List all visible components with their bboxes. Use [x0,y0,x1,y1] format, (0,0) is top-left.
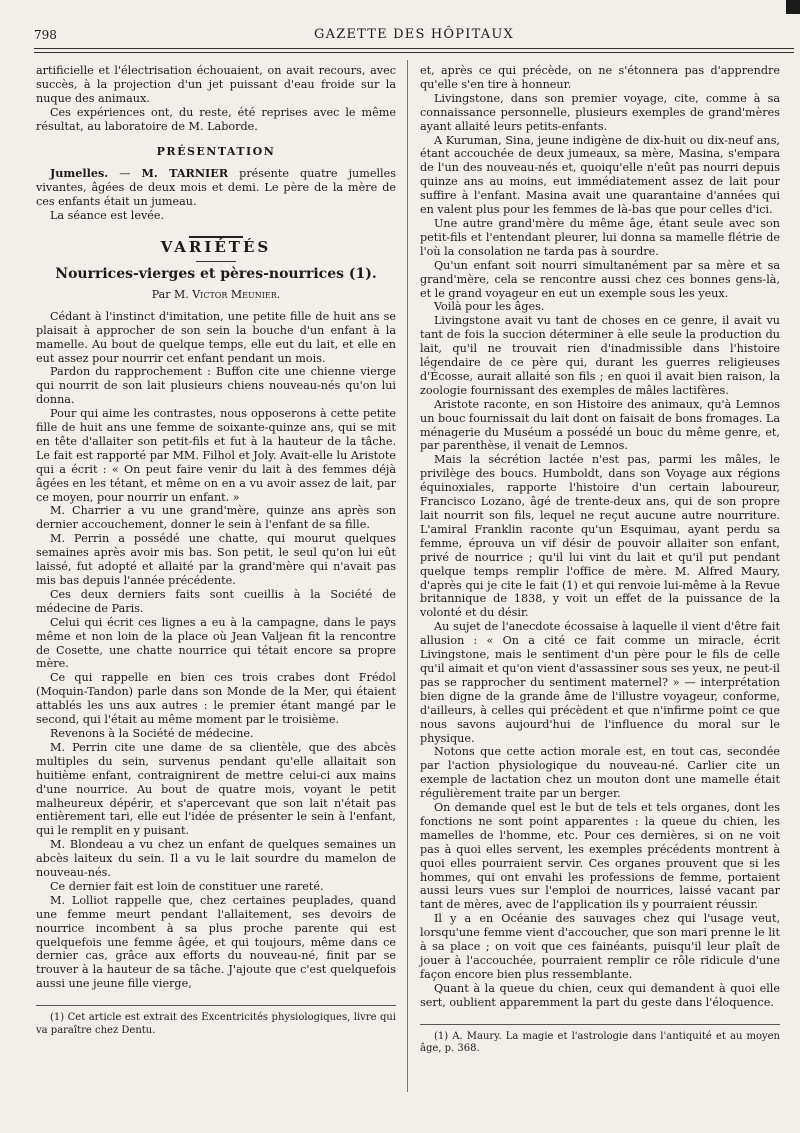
paragraph: et, après ce qui précède, on ne s'étonnera pas d'apprendre qu'elle s'en tire à honneur. [420,64,780,91]
paragraph: La séance est levée. [50,209,165,223]
paragraph: Livingstone avait vu tant de choses en ce genre, il avait vu tant de fois la succion déterminer à elle seule la production du lait, qu'il ne trouvait rien d'inadmissible dans l'histoire légendaire de ce père qui, durant les guerres religieuses d'Écosse, aurait allaité son fils ; en quoi il avait bien raison, la zoologie fournissant des exemples de mâles lactifères. [420,314,780,397]
footnote: (1) Cet article est extrait des Excentricités physiologiques, livre qui va paraître chez Dentu. [36,1012,396,1036]
page-corner-mark [786,0,800,14]
paragraph: Pour qui aime les contrastes, nous opposerons à cette petite fille de huit ans une femme de soixante-quinze ans, qui se mit en tête d'allaiter son petit-fils et fut à la hauteur de la tâche. Le fait est rapporté par MM. Filhol et Joly. Avait-elle lu Aristote qui a écrit : « On peut faire venir du lait à des femmes déjà âgées en les tétant, et même on en a vu avoir assez de lait, par ce moyen, pour nourrir un enfant. » [36,407,396,504]
paragraph: artificielle et l'électrisation échouaient, on avait recours, avec succès, à la projection d'un jet puissant d'eau froide sur la nuque des animaux. [36,64,396,105]
footnote: (1) A. Maury. La magie et l'astrologie dans l'antiquité et au moyen âge, p. 368. [420,1030,780,1055]
paragraph: Ces deux derniers faits sont cueillis à la Société de médecine de Paris. [36,587,396,615]
paragraph: Notons que cette action morale est, en tout cas, secondée par l'action physiologique du nouveau-né. Carlier cite un exemple de lactation chez un mouton dont une mamelle était régulièrement traite par un berger. [420,745,780,801]
jumelles-author: M. TARNIER [141,166,229,181]
footnote-rule [36,1005,396,1006]
paragraph: Une autre grand'mère du même âge, étant seule avec son petit-fils et l'entendant pleurer, lui donna sa mamelle flétrie de l'où la consolation ne tarda pas à sourdre. [420,216,780,258]
paragraph: M. Lolliot rappelle que, chez certaines peuplades, quand une femme meurt pendant l'allaitement, ses devoirs de nourrice incombent à sa plus proche parente qui est quelquefois une femme âgée, et qui toujours, même dans ce dernier cas, grâce aux efforts du nouveau-né, finit par se trouver à la hauteur de sa tâche. J'ajoute que c'est quelquefois aussi une jeune fille vierge, [36,893,396,991]
paragraph: Livingstone, dans son premier voyage, cite, comme à sa connaissance personnelle, plusieurs exemples de grand'mères ayant allaité leurs petits-enfants. [420,91,780,133]
paragraph: M. Charrier a vu une grand'mère, quinze ans après son dernier accouchement, donner le sein à l'enfant de sa fille. [36,504,396,532]
section-title-presentation: PRÉSENTATION [156,144,276,158]
jumelles-lead: Jumelles. [50,166,109,181]
paragraph: On demande quel est le but de tels et tels organes, dont les fonctions ne sont point apparentes : la queue du chien, les mamelles de l'homme, etc. Pour ces dernières, si on ne voit pas à quoi elles servent, les exemples précédents montrent à quoi elles pourraient servir. Ces organes prouvent que si les hommes, qui ont envahi les professions de femme, portaient aussi leurs vues sur l'emploi de nourrices, laissé vacant par tant de mères, avec de l'application ils y pourraient réussir. [420,801,780,912]
paragraph-jumelles: Jumelles. — M. TARNIER présente quatre jumelles vivantes, âgées de deux mois et demi. Le père de la mère de ces enfants était un jumeau. [36,166,396,209]
byline-prefix: Par M. [151,287,189,301]
paragraph: Pardon du rapprochement : Buffon cite une chienne vierge qui nourrit de son lait plusieurs chiens nouveau-nés qu'on lui donna. [36,365,396,407]
paragraph: Il y a en Océanie des sauvages chez qui l'usage veut, lorsqu'une femme vient d'accoucher, que son mari prenne le lit à sa place ; on voit que ces fainéants, puisqu'il leur plaît de jouer à l'accouchée, pourraient remplir ce rôle ridicule d'une façon encore bien plus ressemblante. [420,912,780,981]
paragraph: Revenons à la Société de médecine. [50,726,254,740]
paragraph: Quant à la queue du chien, ceux qui demandent à quoi elle sert, oublient apparemment la part du geste dans l'éloquence. [420,981,780,1009]
footnote-rule [420,1024,780,1025]
page-header [34,25,794,47]
paragraph: Voilà pour les âges. [434,300,545,314]
left-column [36,64,396,1037]
paragraph: Aristote raconte, en son Histoire des animaux, qu'à Lemnos un bouc fournissait du lait dont on faisait de bons fromages. La ménagerie du Muséum a possédé un bouc du même genre, et, par parenthèse, il venait de Lemnos. [420,397,780,453]
page-number: 798 [34,28,57,42]
paragraph: Cédant à l'instinct d'imitation, une petite fille de huit ans se plaisait à approcher de son sein la bouche d'un enfant à la mamelle. Au bout de quelque temps, elle eut du lait, et elle en eut assez pour nourrir cet enfant pendant un mois. [36,309,396,365]
paragraph: Celui qui écrit ces lignes a eu à la campagne, dans le pays même et non loin de la place où Jean Valjean fit la rencontre de Cosette, une chatte nourrice qui tétait encore sa propre mère. [36,615,396,671]
paragraph: Mais la sécrétion lactée n'est pas, parmi les mâles, le privilège des boucs. Humboldt, dans son Voyage aux régions équinoxiales, rapporte l'histoire d'un certain laboureur, Francisco Lozano, âgé de trente-deux ans, qui de son propre lait nourrit son fils, lequel ne reçut aucune autre nourriture. L'amiral Franklin raconte qu'un Esquimau, ayant perdu sa femme, éprouva un vif désir de pouvoir allaiter son enfant, privé de nourrice ; qu'il lui vint du lait et qu'il put pendant quelque temps remplir l'office de mère. M. Alfred Maury, d'après qui je cite le fait (1) et qui renvoie lui-même à la Revue britannique de 1838, y voit un effet de la puissance de la volonté et du désir. [420,453,780,620]
byline-author: Victor Meunier. [192,287,281,301]
column-divider [407,60,408,1092]
paragraph: Ces expériences ont, du reste, été reprises avec le même résultat, au laboratoire de M. Laborde. [36,105,396,133]
short-rule [196,261,236,262]
paragraph: Ce dernier fait est loin de constituer une rareté. [50,879,324,893]
running-head: GAZETTE DES HÔPITAUX [314,27,514,42]
paragraph: Ce qui rappelle en bien ces trois crabes dont Frédol (Moquin-Tandon) parle dans son Monde de la Mer, qui étaient attablés les uns aux autres : le premier étant mangé par le second, qui l'était au même moment par le troisième. [36,671,396,727]
header-rule [34,48,794,53]
paragraph: A Kuruman, Sina, jeune indigène de dix-huit ou dix-neuf ans, étant accouchée de deux jumeaux, sa mère, Masina, s'empara de l'un des nouveau-nés et, quoiqu'elle n'eût pas nourri depuis quinze ans au moins, eut immédiatement assez de lait pour suffire à l'enfant. Masina avait une quarantaine d'années qui en valent plus pour les femmes de là-bas que pour celles d'ici. [420,133,780,217]
paragraph: Au sujet de l'anecdote écossaise à laquelle il vient d'être fait allusion : « On a cité ce fait comme un miracle, écrit Livingstone, mais le sentiment d'un père pour le fils de celle qu'il aimait et qu'on vient d'assassiner sous ses yeux, ne peut-il pas se rapprocher du sentiment maternel? » — interprétation bien digne de la grande âme de l'illustre voyageur, conforme, d'ailleurs, à celles qui précèdent et que n'infirme point ce que nous savons aujourd'hui de l'influence du moral sur le physique. [420,620,780,745]
paragraph: Qu'un enfant soit nourri simultanément par sa mère et sa grand'mère, cela se rencontre aussi chez ces bonnes gens-là, et le grand voyageur en eut un exemple sous les yeux. [420,258,780,300]
jumelles-text: présente quatre jumelles vivantes, âgées de deux mois et demi. Le père de la mère de ces enfants était un jumeau. [36,167,396,209]
section-title-varietes: VARIÉTÉS [160,238,272,257]
paragraph: M. Perrin cite une dame de sa clientèle, que des abcès multiples du sein, survenus pendant qu'elle allaitait son huitième enfant, contraignirent de mettre celui-ci aux mains d'une nourrice. Au bout de quatre mois, voyant le petit malheureux dépérir, et s'apercevant que son lait n'était pas entièrement tari, elle eut l'idée de présenter le sein à l'enfant, qui le remplit en y puisant. [36,740,396,838]
right-column [420,64,780,1056]
ornament-divider [36,230,396,236]
article-title: Nourrices-vierges et pères-nourrices (1). [55,265,377,282]
paragraph: M. Blondeau a vu chez un enfant de quelques semaines un abcès laiteux du sein. Il a vu le lait sourdre du mamelon de nouveau-nés. [36,838,396,880]
byline [36,288,396,302]
paragraph: M. Perrin a possédé une chatte, qui mourut quelques semaines après avoir mis bas. Son petit, le seul qu'on lui eût laissé, fut adopté et allaité par la grand'mère qui n'avait pas mis bas depuis l'année précédente. [36,532,396,587]
